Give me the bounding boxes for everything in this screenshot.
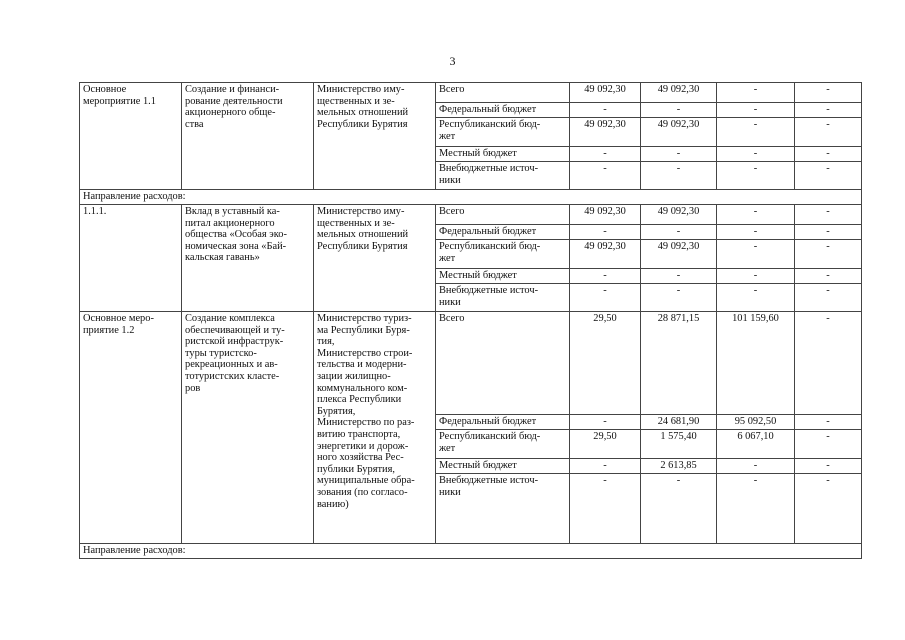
measure-name: Создание и финанси- рование деятельности акционерного обще- ства: [182, 83, 314, 190]
expense-direction-label: Направление расходов:: [80, 544, 862, 559]
value-cell: -: [795, 103, 862, 118]
value-cell: -: [641, 474, 717, 544]
value-cell: -: [795, 312, 862, 415]
source-label: Всего: [436, 205, 570, 225]
value-cell: -: [570, 284, 641, 312]
source-label: Внебюджетные источ- ники: [436, 284, 570, 312]
value-cell: -: [570, 269, 641, 284]
value-cell: -: [717, 205, 795, 225]
value-cell: -: [795, 284, 862, 312]
source-label: Внебюджетные источ- ники: [436, 162, 570, 190]
page-number: 3: [449, 54, 456, 68]
value-cell: -: [717, 162, 795, 190]
value-cell: 49 092,30: [641, 83, 717, 103]
value-cell: 6 067,10: [717, 430, 795, 459]
value-cell: -: [570, 162, 641, 190]
value-cell: -: [795, 459, 862, 474]
value-cell: -: [717, 240, 795, 269]
source-label: Республиканский бюд- жет: [436, 430, 570, 459]
value-cell: -: [795, 118, 862, 147]
value-cell: -: [795, 474, 862, 544]
value-cell: -: [641, 225, 717, 240]
value-cell: 95 092,50: [717, 415, 795, 430]
value-cell: -: [570, 225, 641, 240]
value-cell: -: [795, 83, 862, 103]
value-cell: -: [570, 147, 641, 162]
table-row: [80, 190, 862, 205]
source-label: Всего: [436, 83, 570, 103]
value-cell: 49 092,30: [641, 118, 717, 147]
table-row: [80, 205, 862, 225]
measure-executor: Министерство иму- щественных и зе- мельных отношений Республики Бурятия: [314, 83, 436, 190]
value-cell: -: [570, 459, 641, 474]
source-label: Местный бюджет: [436, 147, 570, 162]
value-cell: 29,50: [570, 430, 641, 459]
measure-code: Основное мероприятие 1.1: [80, 83, 182, 190]
value-cell: -: [717, 225, 795, 240]
measure-name: Создание комплекса обеспечивающей и ту- ристской инфраструк- туры туристско- рекреационных и ав- тотуристских класте- ров: [182, 312, 314, 544]
value-cell: -: [795, 162, 862, 190]
value-cell: -: [717, 269, 795, 284]
budget-table: [79, 82, 862, 559]
value-cell: 1 575,40: [641, 430, 717, 459]
value-cell: -: [795, 415, 862, 430]
value-cell: 49 092,30: [641, 205, 717, 225]
source-label: Республиканский бюд- жет: [436, 118, 570, 147]
measure-code: Основное меро- приятие 1.2: [80, 312, 182, 544]
value-cell: 29,50: [570, 312, 641, 415]
value-cell: -: [717, 284, 795, 312]
value-cell: -: [641, 103, 717, 118]
value-cell: 28 871,15: [641, 312, 717, 415]
value-cell: -: [717, 103, 795, 118]
table-row: [80, 544, 862, 559]
value-cell: -: [795, 205, 862, 225]
value-cell: -: [717, 118, 795, 147]
value-cell: -: [570, 415, 641, 430]
value-cell: -: [795, 147, 862, 162]
source-label: Республиканский бюд- жет: [436, 240, 570, 269]
value-cell: 49 092,30: [641, 240, 717, 269]
table-row: [80, 83, 862, 103]
value-cell: -: [795, 430, 862, 459]
source-label: Федеральный бюджет: [436, 415, 570, 430]
source-label: Всего: [436, 312, 570, 415]
value-cell: 24 681,90: [641, 415, 717, 430]
measure-executor: Министерство иму- щественных и зе- мельных отношений Республики Бурятия: [314, 205, 436, 312]
value-cell: 49 092,30: [570, 205, 641, 225]
table-row: [80, 312, 862, 415]
value-cell: -: [717, 147, 795, 162]
measure-name: Вклад в уставный ка- питал акционерного общества «Особая эко- номическая зона «Бай- кальская гавань»: [182, 205, 314, 312]
value-cell: -: [641, 162, 717, 190]
value-cell: -: [717, 83, 795, 103]
source-label: Местный бюджет: [436, 459, 570, 474]
value-cell: 2 613,85: [641, 459, 717, 474]
source-label: Федеральный бюджет: [436, 225, 570, 240]
value-cell: 49 092,30: [570, 240, 641, 269]
expense-direction-label: Направление расходов:: [80, 190, 862, 205]
value-cell: -: [717, 474, 795, 544]
value-cell: -: [570, 474, 641, 544]
value-cell: 101 159,60: [717, 312, 795, 415]
value-cell: -: [641, 269, 717, 284]
source-label: Местный бюджет: [436, 269, 570, 284]
value-cell: -: [717, 459, 795, 474]
value-cell: -: [795, 225, 862, 240]
value-cell: 49 092,30: [570, 83, 641, 103]
value-cell: 49 092,30: [570, 118, 641, 147]
measure-executor: Министерство туриз- ма Республики Буря- тия, Министерство строи- тельства и модерни- зации жилищно- коммунального ком- плекса Республики Бурятия, Министерство по раз- витию транспорта, энергетики и дорож- ного хозяйства Рес- публики Бурятия, муниципальные обра- зования (по согласо- ванию): [314, 312, 436, 544]
source-label: Внебюджетные источ- ники: [436, 474, 570, 544]
value-cell: -: [570, 103, 641, 118]
value-cell: -: [641, 147, 717, 162]
value-cell: -: [795, 269, 862, 284]
value-cell: -: [641, 284, 717, 312]
measure-code: 1.1.1.: [80, 205, 182, 312]
source-label: Федеральный бюджет: [436, 103, 570, 118]
value-cell: -: [795, 240, 862, 269]
